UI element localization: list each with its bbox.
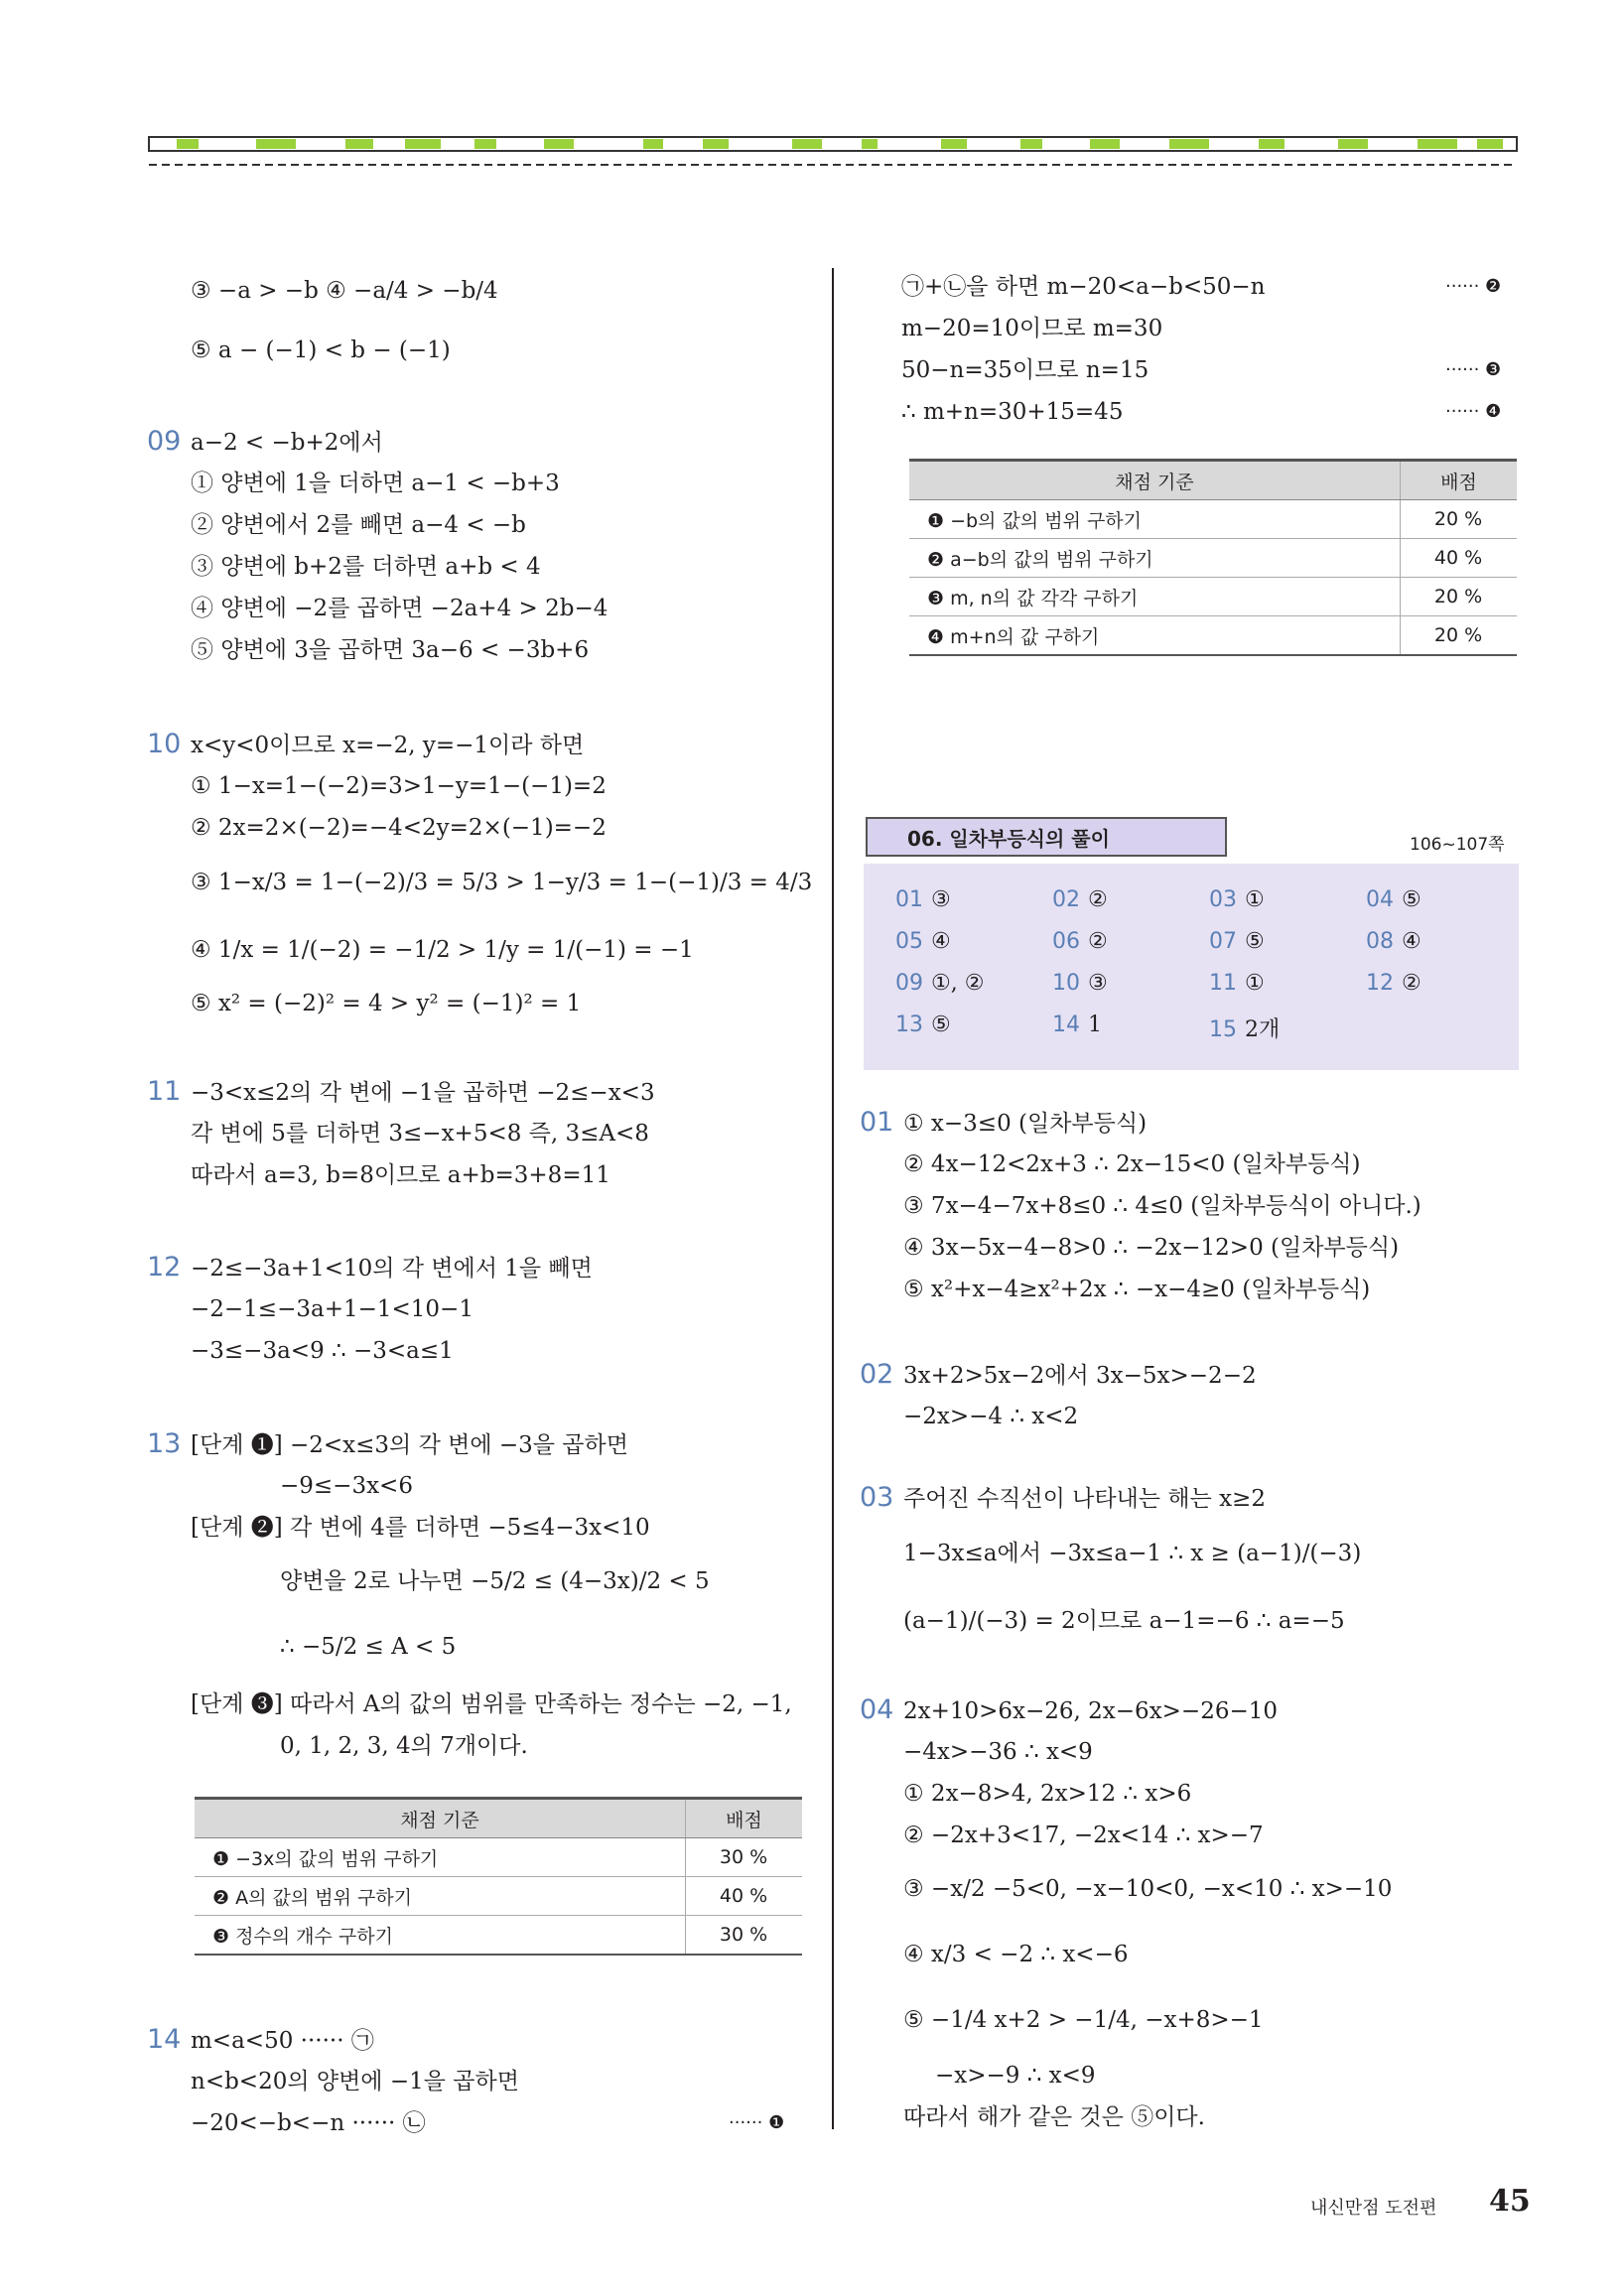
q10-line-5: ⑤ x² = (−2)² = 4 > y² = (−1)² = 1 (191, 991, 582, 1016)
answer-item: 07 ⑤ (1209, 929, 1265, 954)
q11-line-2: 따라서 a=3, b=8이므로 a+b=3+8=11 (191, 1162, 610, 1188)
answer-item: 02 ② (1052, 887, 1108, 912)
q12-line-0: 12 −2≤−3a+1<10의 각 변에서 1을 빼면 (147, 1252, 593, 1283)
answer-item: 12 ② (1366, 971, 1421, 996)
q13-line-2: [단계 ❷] 각 변에 4를 더하면 −5≤4−3x<10 (191, 1515, 650, 1541)
r04-number: 04 (860, 1694, 894, 1725)
section-title: 06. 일차부등식의 풀이 (866, 817, 1227, 857)
r02-number: 02 (860, 1359, 894, 1390)
column-divider (832, 268, 834, 2129)
q10-line-1: ① 1−x=1−(−2)=3>1−y=1−(−1)=2 (191, 773, 607, 799)
table-header: 배점 (1401, 461, 1518, 500)
q14-mark-4: ······ ❹ (1445, 401, 1502, 422)
q10-line-2: ② 2x=2×(−2)=−4<2y=2×(−1)=−2 (191, 815, 607, 841)
r02-line-1: −2x>−4 ∴ x<2 (903, 1404, 1079, 1429)
q13-line-0: 13 [단계 ❶] −2<x≤3의 각 변에 −3을 곱하면 (147, 1428, 628, 1459)
q13-line-3: 양변을 2로 나누면 −5/2 ≤ (4−3x)/2 < 5 (280, 1568, 710, 1594)
answer-item: 03 ① (1209, 887, 1265, 912)
q10-line-3: ③ 1−x/3 = 1−(−2)/3 = 5/3 > 1−y/3 = 1−(−1)/3 = 4/3 (191, 870, 813, 895)
q13-line-6: 0, 1, 2, 3, 4의 7개이다. (280, 1733, 528, 1759)
r04-line-1: −4x>−36 ∴ x<9 (903, 1739, 1093, 1765)
q10-line-0: 10 x<y<0이므로 x=−2, y=−1이라 하면 (147, 729, 585, 759)
q09-number: 09 (147, 426, 182, 457)
r04-line-4: ③ −x/2 −5<0, −x−10<0, −x<10 ∴ x>−10 (903, 1876, 1393, 1902)
r04-line-5: ④ x/3 < −2 ∴ x<−6 (903, 1942, 1129, 1967)
q13-number: 13 (147, 1428, 182, 1459)
q09-line-1: ① 양변에 1을 더하면 a−1 < −b+3 (191, 471, 560, 496)
answer-item: 01 ③ (895, 887, 951, 912)
q10-line-4: ④ 1/x = 1/(−2) = −1/2 > 1/y = 1/(−1) = −1 (191, 937, 694, 963)
table-row: ❶ −b의 값의 범위 구하기 20 % (909, 500, 1517, 539)
q14-cont-line-2: m−20=10이므로 m=30 (901, 316, 1163, 341)
q14-cont-line-3: 50−n=35이므로 n=15 (901, 357, 1150, 383)
q13-line-1: −9≤−3x<6 (280, 1473, 413, 1499)
r01-line-0: 01 ① x−3≤0 (일차부등식) (860, 1107, 1148, 1138)
q09-line-5: ⑤ 양변에 3을 곱하면 3a−6 < −3b+6 (191, 637, 590, 663)
q14-cont-line-4: ∴ m+n=30+15=45 (901, 399, 1124, 425)
q11-line-0: 11 −3<x≤2의 각 변에 −1을 곱하면 −2≤−x<3 (147, 1076, 655, 1107)
q13-scoring-table (195, 1797, 802, 1956)
q08-line-2: ⑤ a − (−1) < b − (−1) (191, 338, 451, 363)
answer-item: 09 ①, ② (895, 971, 985, 996)
decorative-header-bar (147, 133, 1519, 177)
r01-number: 01 (860, 1107, 894, 1138)
table-row: ❸ m, n의 값 각각 구하기 20 % (909, 578, 1517, 616)
q09-line-0: 09 a−2 < −b+2에서 (147, 426, 383, 457)
q09-line-2: ② 양변에서 2를 빼면 a−4 < −b (191, 512, 526, 538)
q14-line-0: 14 m<a<50 ······ ㉠ (147, 2024, 374, 2055)
q14-mark-1: ······ ❶ (729, 2112, 785, 2133)
r01-line-1: ② 4x−12<2x+3 ∴ 2x−15<0 (일차부등식) (903, 1151, 1361, 1177)
q11-number: 11 (147, 1076, 182, 1107)
r02-line-0: 02 3x+2>5x−2에서 3x−5x>−2−2 (860, 1359, 1257, 1390)
q11-line-1: 각 변에 5를 더하면 3≤−x+5<8 즉, 3≤A<8 (191, 1121, 649, 1147)
r04-line-2: ① 2x−8>4, 2x>12 ∴ x>6 (903, 1781, 1192, 1807)
q14-cont-line-1: ㉠+㉡을 하면 m−20<a−b<50−n (901, 274, 1266, 300)
r04-line-3: ② −2x+3<17, −2x<14 ∴ x>−7 (903, 1823, 1264, 1848)
r04-line-6: ⑤ −1/4 x+2 > −1/4, −x+8>−1 (903, 2007, 1264, 2033)
q09-line-4: ④ 양변에 −2를 곱하면 −2a+4 > 2b−4 (191, 596, 609, 621)
answer-item: 04 ⑤ (1366, 887, 1421, 912)
page-range: 106~107쪽 (1410, 835, 1505, 855)
r01-line-4: ⑤ x²+x−4≥x²+2x ∴ −x−4≥0 (일차부등식) (903, 1277, 1371, 1302)
r03-line-0: 03 주어진 수직선이 나타내는 해는 x≥2 (860, 1482, 1266, 1513)
table-row: ❶ −3x의 값의 범위 구하기 30 % (195, 1838, 802, 1877)
q14-mark-2: ······ ❷ (1445, 276, 1502, 297)
r01-line-2: ③ 7x−4−7x+8≤0 ∴ 4≤0 (일차부등식이 아니다.) (903, 1193, 1421, 1219)
answer-item: 15 2개 (1209, 1017, 1281, 1042)
q14-mark-3: ······ ❸ (1445, 359, 1502, 380)
r03-line-2: (a−1)/(−3) = 2이므로 a−1=−6 ∴ a=−5 (903, 1608, 1345, 1634)
q09-line-3: ③ 양변에 b+2를 더하면 a+b < 4 (191, 554, 541, 580)
r04-line-0: 04 2x+10>6x−26, 2x−6x>−26−10 (860, 1694, 1279, 1725)
q14-number: 14 (147, 2024, 182, 2055)
table-row: ❷ A의 값의 범위 구하기 40 % (195, 1877, 802, 1916)
table-header: 채점 기준 (909, 461, 1401, 500)
answer-item: 08 ④ (1366, 929, 1421, 954)
r04-line-8: 따라서 해가 같은 것은 ⑤이다. (903, 2104, 1205, 2130)
table-header: 배점 (686, 1799, 803, 1838)
r01-line-3: ④ 3x−5x−4−8>0 ∴ −2x−12>0 (일차부등식) (903, 1235, 1400, 1261)
table-row: ❸ 정수의 개수 구하기 30 % (195, 1916, 802, 1956)
q12-number: 12 (147, 1252, 182, 1283)
answer-item: 10 ③ (1052, 971, 1108, 996)
answer-item: 11 ① (1209, 971, 1265, 996)
r03-line-1: 1−3x≤a에서 −3x≤a−1 ∴ x ≥ (a−1)/(−3) (903, 1541, 1362, 1566)
q12-line-1: −2−1≤−3a+1−1<10−1 (191, 1296, 474, 1322)
table-row: ❹ m+n의 값 구하기 20 % (909, 616, 1517, 656)
q12-line-2: −3≤−3a<9 ∴ −3<a≤1 (191, 1338, 454, 1364)
answer-item: 14 1 (1052, 1013, 1102, 1037)
table-header: 채점 기준 (195, 1799, 686, 1838)
table-row: ❷ a−b의 값의 범위 구하기 40 % (909, 539, 1517, 578)
q08-line-1: ③ −a > −b ④ −a/4 > −b/4 (191, 278, 498, 304)
q13-line-5: [단계 ❸] 따라서 A의 값의 범위를 만족하는 정수는 −2, −1, (191, 1691, 792, 1717)
q14-scoring-table (909, 459, 1517, 656)
answer-item: 06 ② (1052, 929, 1108, 954)
q10-number: 10 (147, 729, 182, 759)
q14-line-1: n<b<20의 양변에 −1을 곱하면 (191, 2069, 519, 2094)
r03-number: 03 (860, 1482, 894, 1513)
answer-item: 05 ④ (895, 929, 951, 954)
r04-line-7: −x>−9 ∴ x<9 (935, 2063, 1096, 2089)
q14-line-2: −20<−b<−n ······ ㉡ (191, 2110, 426, 2136)
q13-line-4: ∴ −5/2 ≤ A < 5 (280, 1634, 457, 1660)
answer-item: 13 ⑤ (895, 1013, 951, 1037)
footer-book-title: 내신만점 도전편 (1310, 2198, 1437, 2219)
page-number: 45 (1489, 2184, 1531, 2219)
